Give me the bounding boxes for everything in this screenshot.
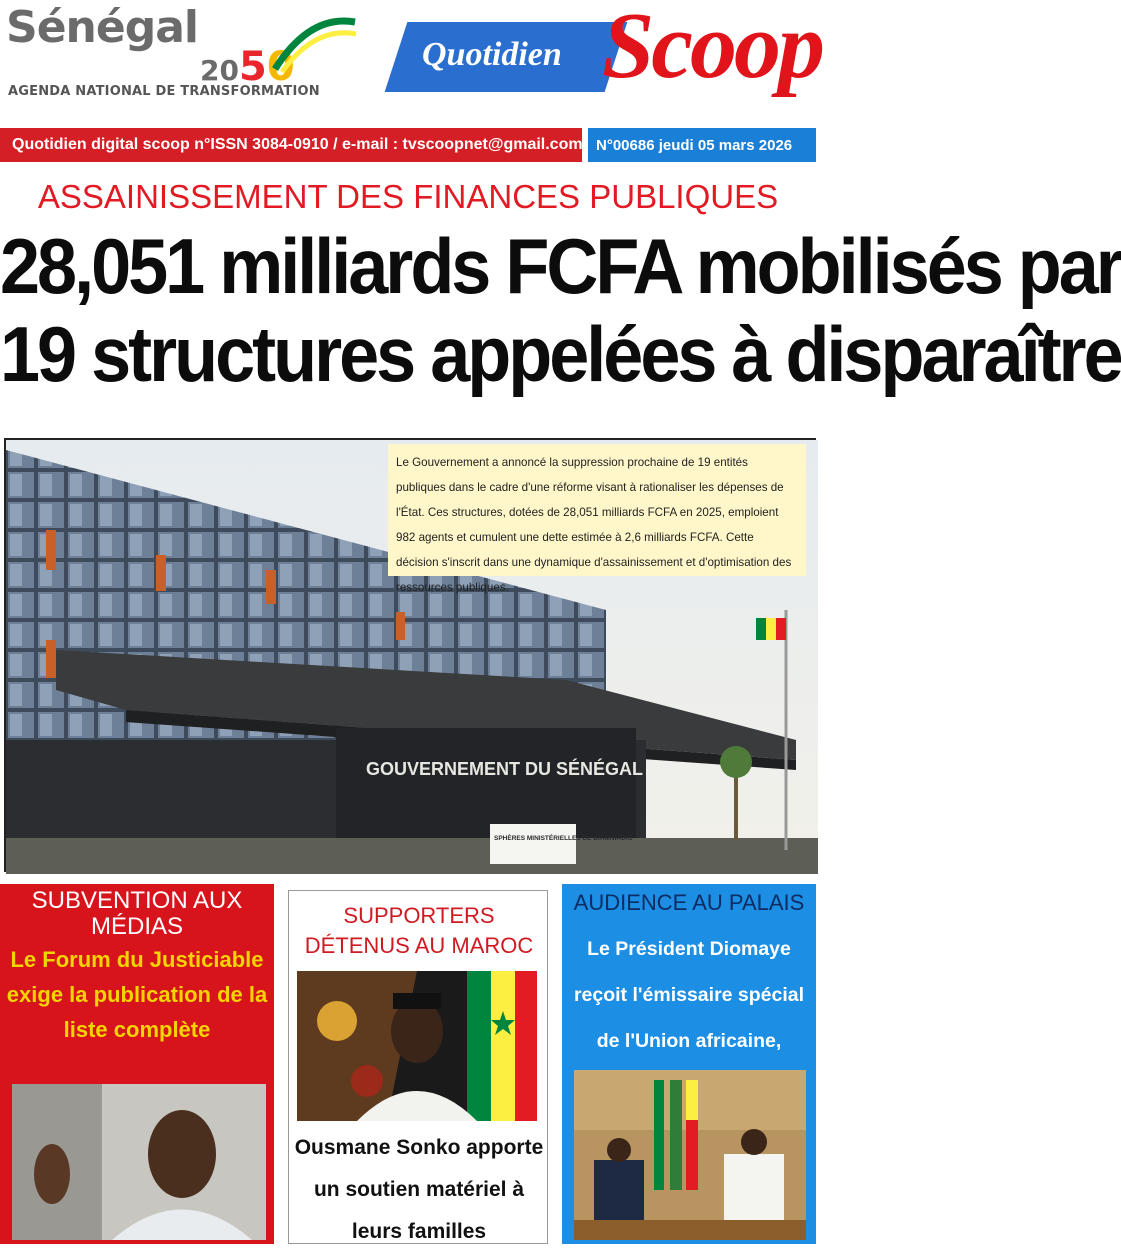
story-box-media-subsidy xyxy=(0,884,274,1244)
logo-brand-name: Sénégal xyxy=(6,2,198,53)
story-box-palace-audience xyxy=(562,884,816,1244)
logo-scoop: Scoop xyxy=(602,0,822,98)
building-sign: GOUVERNEMENT DU SÉNÉGAL xyxy=(366,759,644,779)
story-box-supporters-morocco xyxy=(288,890,548,1244)
palace-meeting-photo xyxy=(574,1070,806,1240)
logo-year: 2050 xyxy=(200,44,295,90)
story-2-title: Ousmane Sonko apporte un soutien matériel à leurs familles xyxy=(294,1136,544,1243)
lede-text-box: Le Gouvernement a annoncé la suppression prochaine de 19 entités publiques dans le cadre d'une réforme visant à rationaliser les dépenses de l'État. Ces structures, dotées de 28,051 milliards FCFA en 2025, emploient 982 agents et cumulent une dette estimée à 2,6 milliards FCFA. Cette décision s'inscrit dans une dynamique d'assainissement et d'optimisation des ressources publiques. xyxy=(388,444,806,576)
story-2-kicker: SUPPORTERS DÉTENUS AU MAROC xyxy=(304,903,534,958)
logo-tagline: AGENDA NATIONAL DE TRANSFORMATION xyxy=(8,84,320,99)
story-1-kicker: SUBVENTION AUX MÉDIAS xyxy=(31,887,243,940)
issn-contact-bar: Quotidien digital scoop n°ISSN 3084-0910 / e-mail : tvscoopnet@gmail.com xyxy=(0,128,582,162)
prime-minister-photo xyxy=(297,971,537,1121)
svg-text:SPHÈRES MINISTÉRIELLES DE DIAM xyxy=(494,833,633,842)
story-3-kicker: AUDIENCE AU PALAIS xyxy=(573,890,805,915)
headline-line-1: 28,051 milliards FCFA mobilisés par xyxy=(0,223,1121,311)
plaque-text: SPHÈRES MINISTÉRIELLES DE DIAMNIADIO xyxy=(494,835,633,842)
senegal-2050-logo xyxy=(0,0,388,120)
logo-swoosh-icon xyxy=(270,14,360,74)
story-1-title: Le Forum du Justiciable exige la publication de la liste complète xyxy=(6,947,268,1042)
logo-quotidien: Quotidien xyxy=(422,36,562,73)
speaker-photo xyxy=(12,1084,266,1240)
issue-date-bar: N°00686 jeudi 05 mars 2026 xyxy=(588,128,816,162)
headline-line-2: 19 structures appelées à disparaître xyxy=(0,311,1121,399)
story-3-title: Le Président Diomaye reçoit l'émissaire spécial de l'Union africaine, xyxy=(573,938,805,1052)
quotidien-scoop-logo xyxy=(396,0,822,126)
headline-kicker: ASSAINISSEMENT DES FINANCES PUBLIQUES xyxy=(37,178,779,215)
